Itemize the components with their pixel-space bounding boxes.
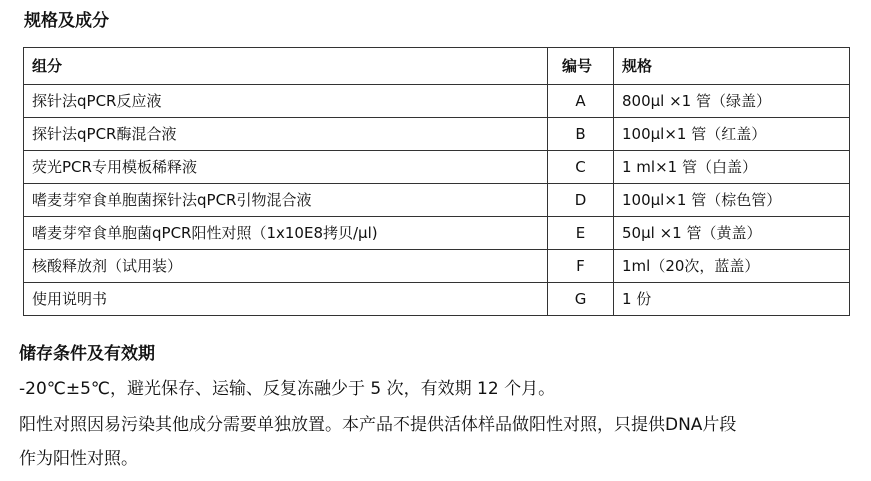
table-row	[24, 151, 850, 184]
spec-cell: 1 份	[614, 283, 850, 316]
code-cell: A	[548, 85, 614, 118]
storage-line-1: -20℃±5℃，避光保存、运输、反复冻融少于 5 次，有效期 12 个月。	[19, 379, 556, 399]
spec-cell: 50μl ×1 管（黄盖）	[614, 217, 850, 250]
table-row	[24, 118, 850, 151]
column-header-spec: 规格	[614, 48, 850, 85]
storage-line-2: 阳性对照因易污染其他成分需要单独放置。本产品不提供活体样品做阳性对照，只提供DNA片段	[19, 415, 737, 435]
component-cell: 嗜麦芽窄食单胞菌qPCR阳性对照（1x10E8拷贝/μl)	[24, 217, 548, 250]
code-cell: G	[548, 283, 614, 316]
table-row	[24, 250, 850, 283]
table-row	[24, 217, 850, 250]
column-header-code: 编号	[548, 48, 614, 85]
component-cell: 荧光PCR专用模板稀释液	[24, 151, 548, 184]
component-cell: 使用说明书	[24, 283, 548, 316]
component-cell: 探针法qPCR反应液	[24, 85, 548, 118]
storage-section-title: 储存条件及有效期	[19, 344, 155, 364]
code-cell: B	[548, 118, 614, 151]
spec-cell: 1ml（20次，蓝盖）	[614, 250, 850, 283]
column-header-component: 组分	[24, 48, 548, 85]
component-cell: 探针法qPCR酶混合液	[24, 118, 548, 151]
component-cell: 嗜麦芽窄食单胞菌探针法qPCR引物混合液	[24, 184, 548, 217]
table-row	[24, 85, 850, 118]
storage-line-3: 作为阳性对照。	[19, 449, 138, 469]
code-cell: D	[548, 184, 614, 217]
code-cell: E	[548, 217, 614, 250]
spec-cell: 100μl×1 管（红盖）	[614, 118, 850, 151]
spec-cell: 100μl×1 管（棕色管）	[614, 184, 850, 217]
spec-cell: 1 ml×1 管（白盖）	[614, 151, 850, 184]
table-row	[24, 283, 850, 316]
table-header-row	[24, 48, 850, 85]
spec-section-title: 规格及成分	[24, 11, 109, 31]
table-row	[24, 184, 850, 217]
spec-table	[23, 47, 850, 316]
code-cell: C	[548, 151, 614, 184]
component-cell: 核酸释放剂（试用装）	[24, 250, 548, 283]
spec-cell: 800μl ×1 管（绿盖）	[614, 85, 850, 118]
code-cell: F	[548, 250, 614, 283]
